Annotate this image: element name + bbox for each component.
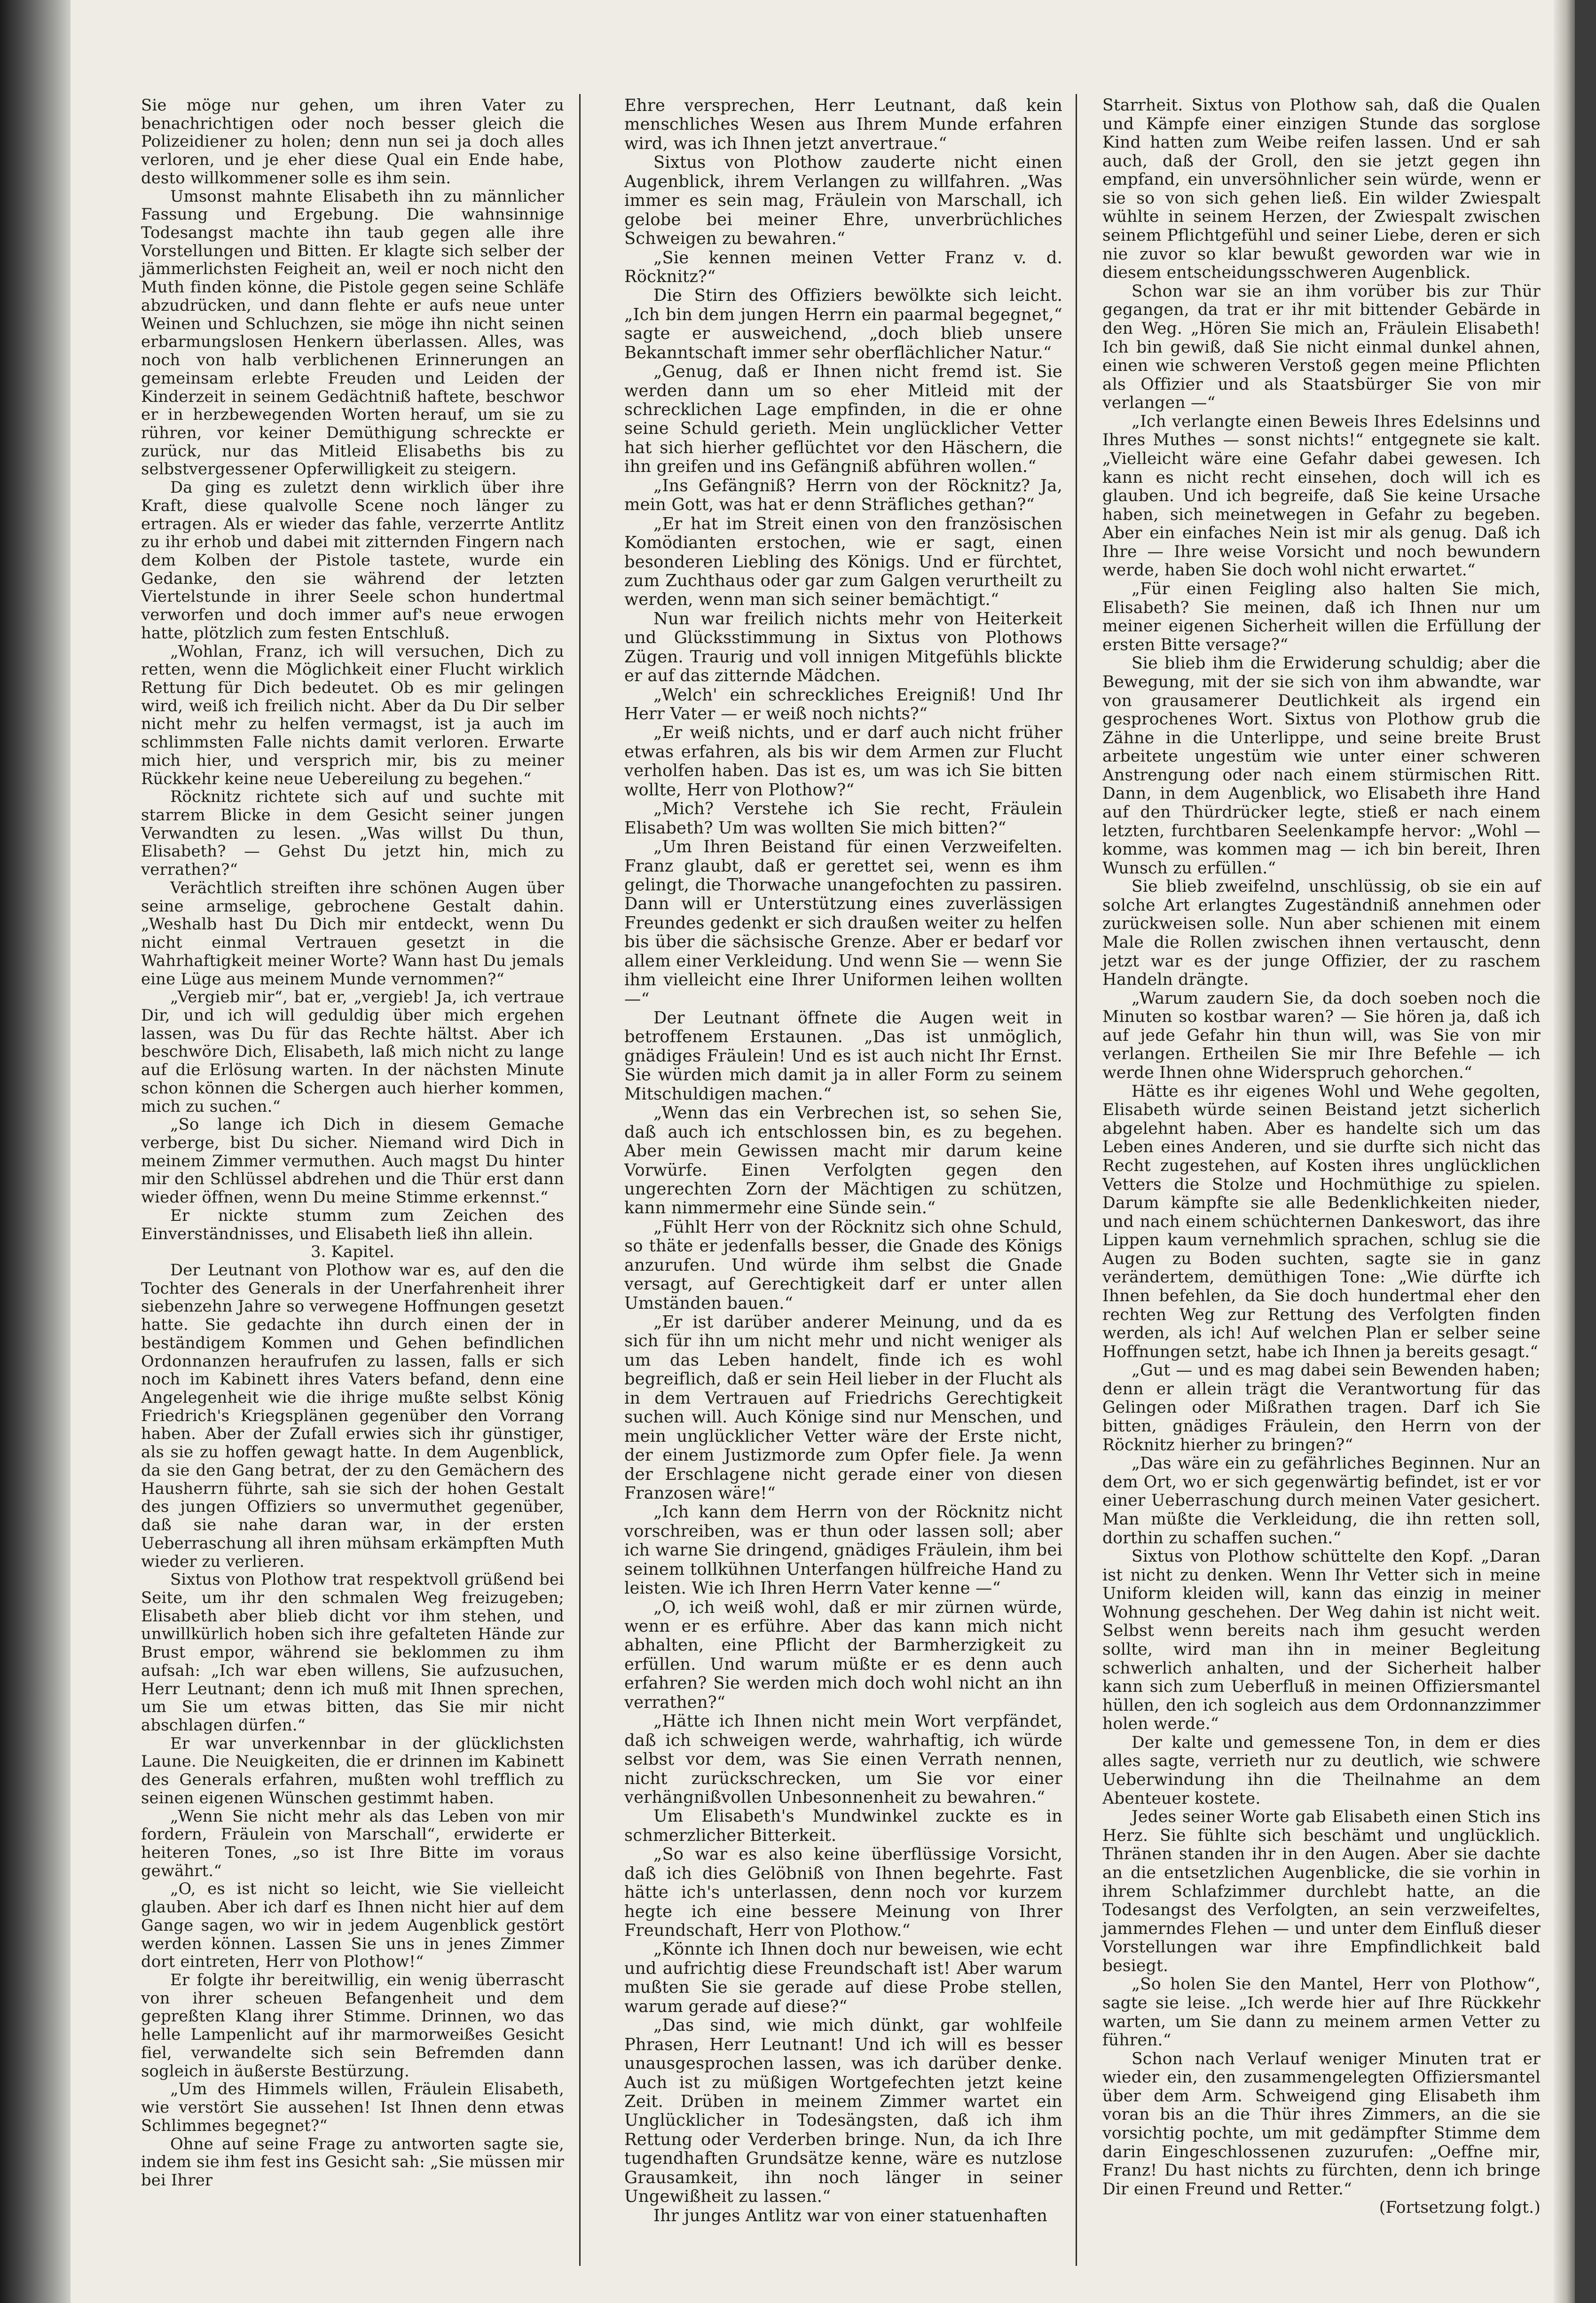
paragraph: „Ich verlangte einen Beweis Ihres Edelsinns und Ihres Muthes — sonst nichts!“ entgegnete sie kalt. „Vielleicht wäre eine Gefahr dabei gewesen. Ich kann es nicht recht einsehen, doch will ich es glauben. Und ich begreife, daß Sie keine Ursache haben, sich meinetwegen in Gefahr zu begeben. Aber ein einfaches Nein ist mir als genug. Daß ich Ihre — Ihre weise Vorsicht und noch bewundern werde, haben Sie doch wohl nicht erwartet.“ bbox=[1102, 412, 1541, 580]
paragraph: „Hätte ich Ihnen nicht mein Wort verpfändet, daß ich schweigen werde, wahrhaftig, ich würde selbst vor dem, was Sie einen Verrath nennen, nicht zurückschrecken, um Sie vor einer verhängnißvollen Unbesonnenheit zu bewahren.“ bbox=[624, 1712, 1062, 1807]
paragraph: „Fühlt Herr von der Röcknitz sich ohne Schuld, so thäte er jedenfalls besser, die Gnade des Königs anzurufen. Und würde ihm selbst die Gnade versagt, auf Gerechtigkeit darf er unter allen Umständen bauen.“ bbox=[624, 1217, 1062, 1313]
paragraph: Sie blieb zweifelnd, unschlüssig, ob sie ein auf solche Art erlangtes Zugeständniß annehmen oder zurückweisen solle. Nun aber schienen mit einem Male die Rollen zwischen ihnen vertauscht, denn jetzt war es der junge Offizier, der zu raschem Handeln drängte. bbox=[1102, 877, 1541, 990]
paragraph: „O, es ist nicht so leicht, wie Sie vielleicht glauben. Aber ich darf es Ihnen nicht hier auf dem Gange sagen, wo wir in jedem Augenblick gestört werden können. Lassen Sie uns in jenes Zimmer dort eintreten, Herr von Plothow!“ bbox=[141, 1879, 564, 1971]
paragraph: Sixtus von Plothow zauderte nicht einen Augenblick, ihrem Verlangen zu willfahren. „Was immer es sein mag, Fräulein von Marschall, ich gelobe bei meiner Ehre, unverbrüchliches Schweigen zu bewahren.“ bbox=[624, 153, 1062, 249]
paragraph: Schon war sie an ihm vorüber bis zur Thür gegangen, da trat er ihr mit bittender Gebärde in den Weg. „Hören Sie mich an, Fräulein Elisabeth! Ich bin gewiß, daß Sie nicht einmal dunkel ahnen, einen wie schweren Verstoß gegen meine Pflichten als Offizier und als Staatsbürger Sie von mir verlangen —“ bbox=[1102, 282, 1541, 413]
paragraph: Die Stirn des Offiziers bewölkte sich leicht. „Ich bin dem jungen Herrn ein paarmal begegnet,“ sagte er ausweichend, „doch blieb unsere Bekanntschaft immer sehr oberflächlicher Natur.“ bbox=[624, 286, 1062, 362]
paragraph: Der Leutnant von Plothow war es, auf den die Tochter des Generals in der Unerfahrenheit ihrer siebenzehn Jahre so verwegene Hoffnungen gesetzt hatte. Sie gedachte ihn durch einen der in beständigem Kommen und Gehen befindlichen Ordonnanzen heraufrufen zu lassen, falls er sich noch im Kabinett ihres Vaters befand, denn eine Angelegenheit wie die ihrige mußte selbst König Friedrich's Kriegsplänen gegenüber den Vorrang haben. Aber der Zufall erwies sich ihr günstiger, als sie zu hoffen gewagt hatte. In dem Augenblick, da sie den Gang betrat, der zu den Gemächern des Hausherrn führte, sah sie sich der hohen Gestalt des jungen Offiziers so unvermuthet gegenüber, daß sie nahe daran war, in der ersten Ueberraschung all ihren mühsam erkämpften Muth wieder zu verlieren. bbox=[141, 1261, 564, 1571]
paragraph: „Wohlan, Franz, ich will versuchen, Dich zu retten, wenn die Möglichkeit einer Flucht wirklich Rettung für Dich bedeutet. Ob es mir gelingen wird, weiß ich freilich nicht. Aber da Du Dir selber nicht mehr zu helfen vermagst, ist ja auch im schlimmsten Falle nichts damit verloren. Erwarte mich hier, und versprich mir, bis zu meiner Rückkehr keine neue Uebereilung zu begehen.“ bbox=[141, 642, 564, 788]
paragraph: „Welch' ein schreckliches Ereigniß! Und Ihr Herr Vater — er weiß noch nichts?“ bbox=[624, 685, 1062, 723]
text-column-1 bbox=[141, 96, 564, 2190]
paragraph: Er folgte ihr bereitwillig, ein wenig überrascht von ihrer scheuen Befangenheit und dem gepreßten Klang ihrer Stimme. Drinnen, wo das helle Lampenlicht auf ihr marmorweißes Gesicht fiel, verwandelte sich sein Befremden dann sogleich in äußerste Bestürzung. bbox=[141, 1971, 564, 2080]
paragraph: Ohne auf seine Frage zu antworten sagte sie, indem sie ihm fest ins Gesicht sah: „Sie müssen mir bei Ihrer bbox=[141, 2134, 564, 2189]
text-column-2 bbox=[624, 96, 1062, 2225]
text-column-3 bbox=[1102, 96, 1541, 2217]
paragraph: Verächtlich streiften ihre schönen Augen über seine armselige, gebrochene Gestalt dahin. „Weshalb hast Du Dich mir entdeckt, wenn Du nicht einmal Vertrauen gesetzt in die Wahrhaftigkeit meiner Worte? Wann hast Du jemals eine Lüge aus meinem Munde vernommen?“ bbox=[141, 878, 564, 988]
paragraph: Hätte es ihr eigenes Wohl und Wehe gegolten, Elisabeth würde seinen Beistand jetzt sicherlich abgelehnt haben. Aber es handelte sich um das Leben eines Anderen, und sie durfte sich nicht das Recht zugestehen, auf Kosten ihres unglücklichen Vetters die Stolze und Hochmüthige zu spielen. Darum kämpfte sie alle Bedenklichkeiten nieder, und nach einem schüchternen Dankeswort, das ihre Lippen kaum vernehmlich sprachen, schlug sie die Augen zu Boden suchten, sagte sie in ganz verändertem, demüthigen Tone: „Wie dürfte ich Ihnen befehlen, da Sie doch hundertmal eher den rechten Weg zur Rettung des Verfolgten finden werden, als ich! Auf welchen Plan er selber seine Hoffnungen setzt, habe ich Ihnen ja bereits gesagt.“ bbox=[1102, 1082, 1541, 1361]
paragraph: „Genug, daß er Ihnen nicht fremd ist. Sie werden dann um so eher Mitleid mit der schrecklichen Lage empfinden, in die er ohne seine Schuld gerieth. Mein unglücklicher Vetter hat sich hierher geflüchtet vor den Häschern, die ihn greifen und ins Gefängniß abführen wollen.“ bbox=[624, 362, 1062, 477]
paragraph: Sie möge nur gehen, um ihren Vater zu benachrichtigen oder noch besser gleich die Polizeidiener zu holen; denn nun sei ja doch alles verloren, und je eher diese Qual ein Ende habe, desto willkommener solle es ihm sein. bbox=[141, 96, 564, 187]
paragraph: „Um Ihren Beistand für einen Verzweifelten. Franz glaubt, daß er gerettet sei, wenn es ihm gelingt, die Thorwache unangefochten zu passiren. Dann will er Unterstützung eines zuverlässigen Freundes gedenkt er sich draußen weiter zu helfen bis über die sächsische Grenze. Aber er bedarf vor allem einer Verkleidung. Und wenn Sie — wenn Sie ihm vielleicht eine Ihrer Uniformen leihen wollten —“ bbox=[624, 837, 1062, 1009]
chapter-heading: 3. Kapitel. bbox=[311, 1242, 394, 1261]
paragraph: „Könnte ich Ihnen doch nur beweisen, wie echt und aufrichtig diese Freundschaft ist! Aber warum mußten Sie sie gerade auf diese Probe stellen, warum gerade auf diese?“ bbox=[624, 1940, 1062, 2016]
column-rule bbox=[1076, 94, 1077, 2266]
paragraph: Starrheit. Sixtus von Plothow sah, daß die Qualen und Kämpfe einer einzigen Stunde das sorglose Kind hatten zum Weibe reifen lassen. Und er sah auch, daß der Groll, den sie jetzt gegen ihn empfand, ein unversöhnlicher sein würde, wenn er sie so von sich gehen ließ. Ein wilder Zwiespalt wühlte in seinem Herzen, der Zwiespalt zwischen seinem Pflichtgefühl und seiner Liebe, deren er sich nie zuvor so klar bewußt geworden war wie in diesem entscheidungsschweren Augenblick. bbox=[1102, 96, 1541, 283]
paragraph: „Für einen Feigling also halten Sie mich, Elisabeth? Sie meinen, daß ich Ihnen nur um meiner eigenen Sicherheit willen die Erfüllung der ersten Bitte versage?“ bbox=[1102, 580, 1541, 654]
paragraph: „Ich kann dem Herrn von der Röcknitz nicht vorschreiben, was er thun oder lassen soll; aber ich warne Sie dringend, gnädiges Fräulein, ihm bei seinem tollkühnen Unterfangen hülfreiche Hand zu leisten. Wie ich Ihren Herrn Vater kenne —“ bbox=[624, 1502, 1062, 1598]
paragraph: „Vergieb mir“, bat er, „vergieb! Ja, ich vertraue Dir, und ich will geduldig über mich ergehen lassen, was Du für das Rechte hältst. Aber ich beschwöre Dich, Elisabeth, laß mich nicht zu lange auf die Erlösung warten. In der nächsten Minute schon können die Schergen auch hierher kommen, mich zu suchen.“ bbox=[141, 988, 564, 1116]
scan-edge bbox=[0, 0, 71, 2303]
paragraph: Röcknitz richtete sich auf und suchte mit starrem Blicke in dem Gesicht seiner jungen Verwandten zu lesen. „Was willst Du thun, Elisabeth? — Gehst Du jetzt hin, mich zu verrathen?“ bbox=[141, 787, 564, 879]
paragraph: „Er hat im Streit einen von den französischen Komödianten erstochen, wie er sagt, einen besonderen Liebling des Königs. Und er fürchtet, zum Zuchthaus oder gar zum Galgen verurtheilt zu werden, wenn man sich seiner bemächtigt.“ bbox=[624, 514, 1062, 610]
paragraph: Er war unverkennbar in der glücklichsten Laune. Die Neuigkeiten, die er drinnen im Kabinett des Generals erfahren, mußten wohl trefflich zu seinen eigenen Wünschen gestimmt haben. bbox=[141, 1734, 564, 1807]
paragraph: „So lange ich Dich in diesem Gemache verberge, bist Du sicher. Niemand wird Dich in meinem Zimmer vermuthen. Auch magst Du hinter mir den Schlüssel abdrehen und die Thür erst dann wieder öffnen, wenn Du meine Stimme erkennst.“ bbox=[141, 1115, 564, 1207]
paragraph: „Warum zaudern Sie, da doch soeben noch die Minuten so kostbar waren? — Sie hören ja, daß ich auf jede Gefahr hin thun will, was Sie von mir verlangen. Ertheilen Sie mir Ihre Befehle — ich werde Ihnen ohne Widerspruch gehorchen.“ bbox=[1102, 989, 1541, 1083]
paragraph: Sixtus von Plothow trat respektvoll grüßend bei Seite, um ihr den schmalen Weg freizugeben; Elisabeth aber blieb dicht vor ihm stehen, und unwillkürlich hoben sich ihre gefalteten Hände zur Brust empor, während sie beklommen zu ihm aufsah: „Ich war eben willens, Sie aufzusuchen, Herr Leutnant; denn ich muß mit Ihnen sprechen, um Sie um etwas bitten, das Sie mir nicht abschlagen dürfen.“ bbox=[141, 1570, 564, 1734]
paragraph: „Er weiß nichts, und er darf auch nicht früher etwas erfahren, als bis wir dem Armen zur Flucht verholfen haben. Das ist es, um was ich Sie bitten wollte, Herr von Plothow?“ bbox=[624, 723, 1062, 800]
paragraph: Um Elisabeth's Mundwinkel zuckte es in schmerzlicher Bitterkeit. bbox=[624, 1807, 1062, 1845]
paragraph: Nun war freilich nichts mehr von Heiterkeit und Glücksstimmung in Sixtus von Plothows Zügen. Traurig und voll innigen Mitgefühls blickte er auf das zitternde Mädchen. bbox=[624, 609, 1062, 686]
paragraph: „Gut — und es mag dabei sein Bewenden haben; denn er allein trägt die Verantwortung für das Gelingen oder Mißrathen tragen. Darf ich Sie bitten, gnädiges Fräulein, den Herrn von der Röcknitz hierher zu bringen?“ bbox=[1102, 1361, 1541, 1454]
paragraph: „So holen Sie den Mantel, Herr von Plothow“, sagte sie leise. „Ich werde hier auf Ihre Rückkehr warten, um Sie dann zu meinem armen Vetter zu führen.“ bbox=[1102, 1975, 1541, 2050]
paragraph: Schon nach Verlauf weniger Minuten trat er wieder ein, den zusammengelegten Offiziersmantel über dem Arm. Schweigend ging Elisabeth ihm voran bis an die Thür ihres Zimmers, an die sie vorsichtig pochte, um mit gedämpfter Stimme dem darin Eingeschlossenen zuzurufen: „Oeffne mir, Franz! Du hast nichts zu fürchten, denn ich bringe Dir einen Freund und Retter.“ bbox=[1102, 2049, 1541, 2199]
paragraph: Der Leutnant öffnete die Augen weit in betroffenem Erstaunen. „Das ist unmöglich, gnädiges Fräulein! Und es ist auch nicht Ihr Ernst. Sie würden mich damit ja in aller Form zu seinem Mitschuldigen machen.“ bbox=[624, 1008, 1062, 1104]
paragraph: Der kalte und gemessene Ton, in dem er dies alles sagte, verrieth nur zu deutlich, wie schwere Ueberwindung ihn die Theilnahme an dem Abenteuer kostete. bbox=[1102, 1733, 1541, 1808]
paragraph: „Wenn Sie nicht mehr als das Leben von mir fordern, Fräulein von Marschall“, erwiderte er heiteren Tones, „so ist Ihre Bitte im voraus gewährt.“ bbox=[141, 1807, 564, 1880]
paragraph: „O, ich weiß wohl, daß er mir zürnen würde, wenn er es erführe. Aber das kann mich nicht abhalten, eine Pflicht der Barmherzigkeit zu erfüllen. Und warum müßte er es denn auch erfahren? Sie werden mich doch wohl nicht an ihn verrathen?“ bbox=[624, 1597, 1062, 1712]
paragraph: „Mich? Verstehe ich Sie recht, Fräulein Elisabeth? Um was wollten Sie mich bitten?“ bbox=[624, 799, 1062, 838]
paragraph: Jedes seiner Worte gab Elisabeth einen Stich ins Herz. Sie fühlte sich beschämt und unglücklich. Thränen standen ihr in den Augen. Aber sie dachte an die entsetzlichen Augenblicke, die sie vorhin in ihrem Schlafzimmer durchlebt hatte, an die Todesangst des Verfolgten, an sein verzweifeltes, jammerndes Flehen — und unter dem Einfluß dieser Vorstellungen war ihre Empfindlichkeit bald besiegt. bbox=[1102, 1808, 1541, 1975]
paragraph: Sie blieb ihm die Erwiderung schuldig; aber die Bewegung, mit der sie sich von ihm abwandte, war von grausamerer Deutlichkeit als irgend ein gesprochenes Wort. Sixtus von Plothow grub die Zähne in die Unterlippe, und seine breite Brust arbeitete ungestüm wie unter einer schweren Anstrengung oder nach einem stürmischen Ritt. Dann, in dem Augenblick, wo Elisabeth ihre Hand auf den Thürdrücker legte, stieß er nach einem letzten, furchtbaren Seelenkampfe hervor: „Wohl — komme, was kommen mag — ich bin bereit, Ihren Wunsch zu erfüllen.“ bbox=[1102, 654, 1541, 878]
paragraph: Ehre versprechen, Herr Leutnant, daß kein menschliches Wesen aus Ihrem Munde erfahren wird, was ich Ihnen jetzt anvertraue.“ bbox=[624, 96, 1062, 153]
paragraph: „Sie kennen meinen Vetter Franz v. d. Röcknitz?“ bbox=[624, 248, 1062, 286]
column-rule bbox=[579, 94, 581, 2266]
paragraph: „Um des Himmels willen, Fräulein Elisabeth, wie verstört Sie aussehen! Ist Ihnen denn etwas Schlimmes begegnet?“ bbox=[141, 2080, 564, 2135]
paragraph: Ihr junges Antlitz war von einer statuenhaften bbox=[653, 2206, 1047, 2225]
paragraph: „So war es also keine überflüssige Vorsicht, daß ich dies Gelöbniß von Ihnen begehrte. Fast hätte ich's unterlassen, denn noch vor kurzem hegte ich eine bessere Meinung von Ihrer Freundschaft, Herr von Plothow.“ bbox=[624, 1845, 1062, 1940]
paragraph: „Ins Gefängniß? Herrn von der Röcknitz? Ja, mein Gott, was hat er denn Sträfliches gethan?“ bbox=[624, 476, 1062, 515]
paragraph: „Wenn das ein Verbrechen ist, so sehen Sie, daß auch ich entschlossen bin, es zu begehen. Aber mein Gewissen macht mir darum keine Vorwürfe. Einen Verfolgten gegen den ungerechten Zorn der Mächtigen zu schützen, kann nimmermehr eine Sünde sein.“ bbox=[624, 1103, 1062, 1218]
paragraph: Sixtus von Plothow schüttelte den Kopf. „Daran ist nicht zu denken. Wenn Ihr Vetter sich in meine Uniform kleiden will, kann das einzig in meiner Wohnung geschehen. Der Weg dahin ist nicht weit. Selbst wenn bereits nach ihm gesucht werden sollte, wird man ihn in meiner Begleitung schwerlich anhalten, und der Sicherheit halber kann sich zum Ueberfluß in meinen Offiziersmantel hüllen, den ich sogleich aus dem Ordonnanzzimmer holen werde.“ bbox=[1102, 1547, 1541, 1734]
page-edge-shadow bbox=[1554, 0, 1575, 2303]
paragraph: „Das wäre ein zu gefährliches Beginnen. Nur an dem Ort, wo er sich gegenwärtig befindet, ist er vor einer Ueberraschung durch meinen Vater gesichert. Man müßte die Verkleidung, die ihn retten soll, dorthin zu schaffen suchen.“ bbox=[1102, 1454, 1541, 1548]
paragraph: „Er ist darüber anderer Meinung, und da es sich für ihn um nicht mehr und nicht weniger als um das Leben handelt, finde ich es wohl begreiflich, daß er sein Heil lieber in der Flucht als in dem Vertrauen auf Friedrichs Gerechtigkeit suchen will. Auch Könige sind nur Menschen, und mein unglücklicher Vetter wäre der Erste nicht, der einem Justizmorde zum Opfer fiele. Ja wenn der Erschlagene nicht gerade einer von diesen Franzosen wäre!“ bbox=[624, 1313, 1062, 1503]
paragraph: Er nickte stumm zum Zeichen des Einverständnisses, und Elisabeth ließ ihn allein. bbox=[141, 1206, 564, 1243]
paragraph: Umsonst mahnte Elisabeth ihn zu männlicher Fassung und Ergebung. Die wahnsinnige Todesangst machte ihn taub gegen alle ihre Vorstellungen und Bitten. Er klagte sich selber der jämmerlichsten Feigheit an, weil er noch nicht den Muth finden könne, die Pistole gegen seine Schläfe abzudrücken, und dann flehte er aufs neue unter Weinen und Schluchzen, sie möge ihn nicht seinen erbarmungslosen Henkern überlassen. Alles, was noch von halb verblichenen Erinnerungen an gemeinsam erlebte Freuden und Leiden der Kinderzeit in seinem Gedächtniß haftete, beschwor er in herzbewegenden Worten herauf, um sie zu rühren, vor keiner Demüthigung schreckte er zurück, nur das Mitleid Elisabeths bis zu selbstvergessener Opferwilligkeit zu steigern. bbox=[141, 187, 564, 479]
paragraph: (Fortsetzung folgt.) bbox=[1379, 2198, 1541, 2217]
paragraph: Da ging es zuletzt denn wirklich über ihre Kraft, diese qualvolle Scene noch länger zu ertragen. Als er wieder das fahle, verzerrte Antlitz zu ihr erhob und dabei mit zitternden Fingern nach dem Kolben der Pistole tastete, wurde ein Gedanke, den sie während der letzten Viertelstunde in ihrer Seele schon hundertmal verworfen und doch immer auf's neue erwogen hatte, plötzlich zum festen Entschluß. bbox=[141, 478, 564, 642]
paragraph: „Das sind, wie mich dünkt, gar wohlfeile Phrasen, Herr Leutnant! Und ich will es besser unausgesprochen lassen, was ich darüber denke. Auch ist zu müßigen Wortgefechten jetzt keine Zeit. Drüben in meinem Zimmer wartet ein Unglücklicher in Todesängsten, daß ich ihm Rettung oder Verderben bringe. Nun, da ich Ihre tugendhaften Grundsätze kenne, wäre es nutzlose Grausamkeit, ihn noch länger in seiner Ungewißheit zu lassen.“ bbox=[624, 2016, 1062, 2207]
